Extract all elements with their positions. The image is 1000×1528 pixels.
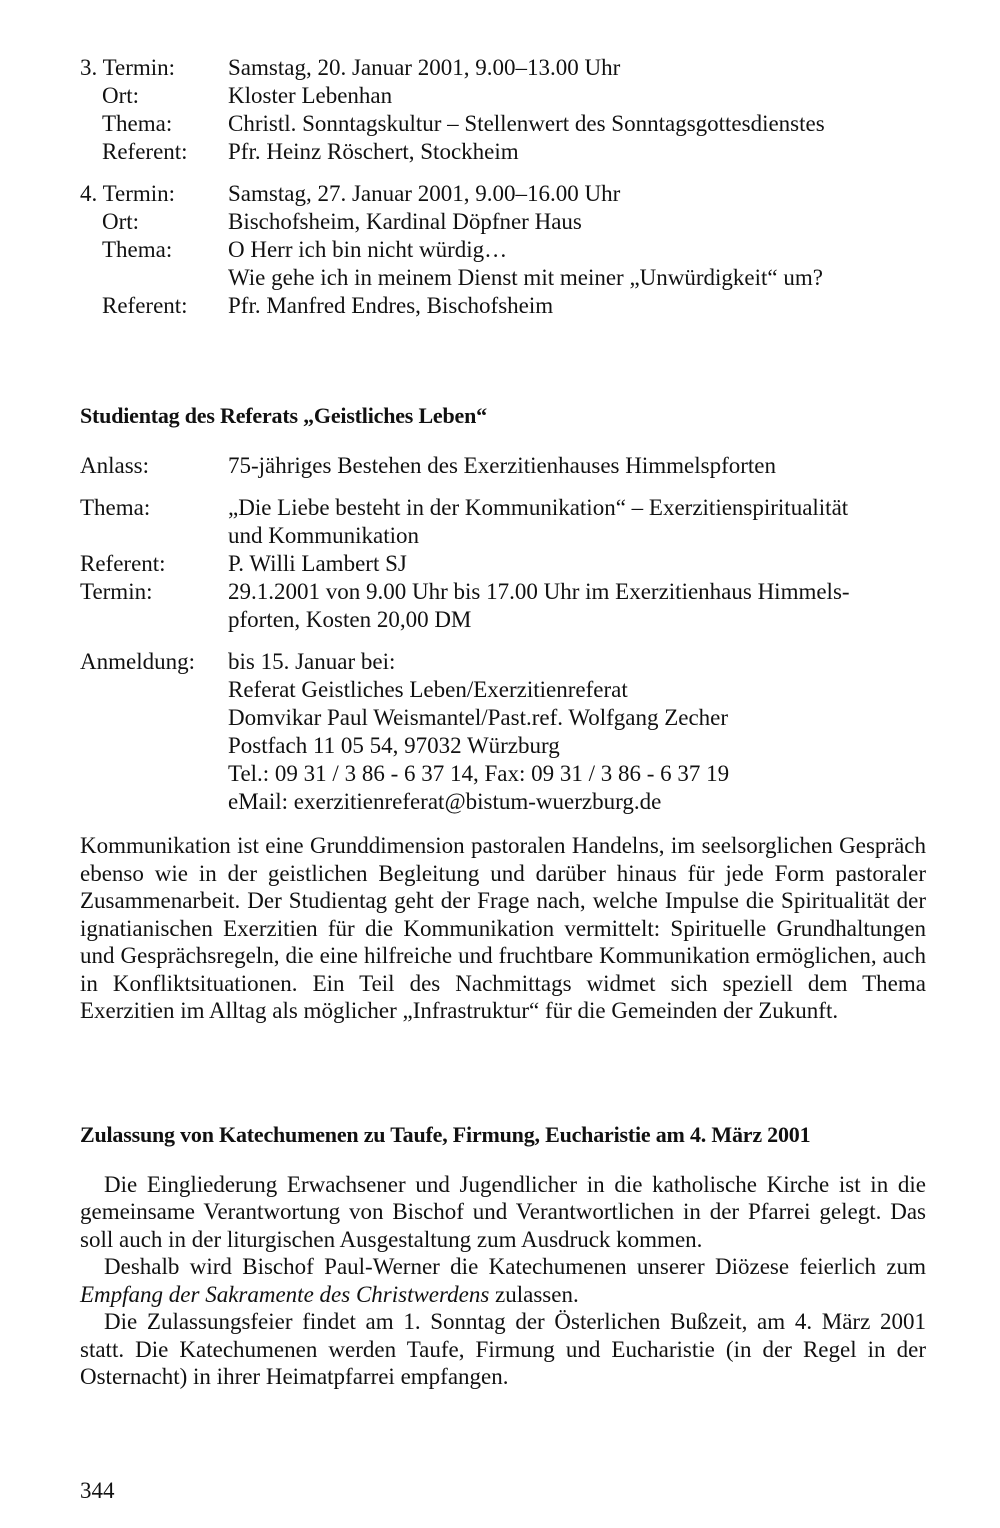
event-value: Christl. Sonntagskultur – Stellenwert des Sonntagsgottesdienstes — [228, 111, 825, 136]
event-label: Thema: — [102, 111, 173, 136]
event-value: O Herr ich bin nicht würdig… — [228, 237, 508, 262]
studientag-termin-row-2 — [80, 606, 926, 634]
emphasis: Empfang der Sakramente des Christwerdens — [80, 1281, 490, 1307]
event-label: 3. Termin: — [80, 55, 176, 80]
event-value: Samstag, 27. Januar 2001, 9.00–16.00 Uhr — [228, 181, 621, 206]
field-value: pforten, Kosten 20,00 DM — [228, 607, 472, 632]
event-value: Wie gehe ich in meinem Dienst mit meiner „Unwürdigkeit“ um? — [228, 265, 823, 290]
anmeldung-lines — [228, 648, 729, 816]
field-value: und Kommunikation — [228, 523, 420, 548]
event-3-thema-row — [80, 110, 926, 138]
anmeldung-line: bis 15. Januar bei: — [228, 649, 396, 674]
spacer — [80, 1025, 926, 1121]
anmeldung-line: Tel.: 09 31 / 3 86 - 6 37 14, Fax: 09 31 / 3 86 - 6 37 19 — [228, 761, 730, 786]
event-label: 4. Termin: — [80, 181, 176, 206]
event-value: Bischofsheim, Kardinal Döpfner Haus — [228, 209, 582, 234]
event-label: Ort: — [102, 209, 140, 234]
event-value: Samstag, 20. Januar 2001, 9.00–13.00 Uhr — [228, 55, 621, 80]
anmeldung-line: Referat Geistliches Leben/Exerzitienreferat — [228, 677, 628, 702]
event-label: Referent: — [102, 293, 188, 318]
event-4-thema-row-2 — [80, 264, 926, 292]
event-3-ort-row — [80, 82, 926, 110]
zulassung-paragraph-3: Die Zulassungsfeier findet am 1. Sonntag der Österlichen Bußzeit, am 4. März 2001 statt. Die Katechumenen werden Taufe, Firmung und Eucharistie (in der Regel in der Osternacht) in ihrer Heimatpfarrei empfangen. — [80, 1309, 926, 1389]
event-label: Referent: — [102, 139, 188, 164]
event-label: Ort: — [102, 83, 140, 108]
text: Deshalb wird Bischof Paul-Werner die Katechumenen unserer Diözese feierlich zum — [104, 1254, 926, 1279]
section-heading-zulassung: Zulassung von Katechumenen zu Taufe, Firmung, Eucharistie am 4. März 2001 — [80, 1121, 811, 1147]
event-value: Pfr. Manfred Endres, Bischofsheim — [228, 293, 554, 318]
studientag-anlass-row — [80, 452, 926, 480]
field-label: Termin: — [80, 579, 153, 604]
anmeldung-line: Postfach 11 05 54, 97032 Würzburg — [228, 733, 560, 758]
field-value: P. Willi Lambert SJ — [228, 551, 407, 576]
spacer — [80, 606, 228, 634]
anmeldung-line: eMail: exerzitienreferat@bistum-wuerzburg.de — [228, 789, 662, 814]
event-label: Thema: — [102, 237, 173, 262]
spacer — [80, 522, 228, 550]
zulassung-paragraph-1: Die Eingliederung Erwachsener und Jugendlicher in die katholische Kirche ist in die gemeinsame Verantwortung von Bischof und Verantwortlichen in der Pfarrei gelegt. Das soll auch in der liturgischen Ausgestaltung zum Ausdruck kommen. — [80, 1171, 926, 1252]
studientag-body: Kommunikation ist eine Grunddimension pastoralen Handelns, im seelsorglichen Gespräch ebenso wie in der geistlichen Begleitung und darüber hinaus für jede Form pastoraler Zusammenarbeit. Der Studientag geht der Frage nach, welche Impulse die Spiritualität der ignatianischen Exerzitien für die Kommunikation vermittelt: Spirituelle Grundhaltungen und Gesprächsregeln, die eine hilfreiche und fruchtbare Kommunikation ermöglichen, auch in Konfliktsituationen. Ein Teil des Nachmittags widmet sich speziell dem Thema Exerzitien im Alltag als möglicher „Infrastruktur“ für die Gemeinden der Zukunft. — [80, 833, 926, 1023]
studientag-thema-row-2 — [80, 522, 926, 550]
field-value: „Die Liebe besteht in der Kommunikation“ – Exerzitienspiritualität — [228, 495, 849, 520]
spacer — [80, 634, 926, 648]
event-4-thema-row — [80, 236, 926, 264]
field-label: Anlass: — [80, 453, 149, 478]
spacer — [80, 1149, 926, 1171]
spacer — [80, 816, 926, 832]
field-label: Referent: — [80, 551, 166, 576]
event-value: Pfr. Heinz Röschert, Stockheim — [228, 139, 519, 164]
studientag-referent-row — [80, 550, 926, 578]
event-4-ort-row — [80, 208, 926, 236]
anmeldung-line: Domvikar Paul Weismantel/Past.ref. Wolfgang Zecher — [228, 705, 729, 730]
studientag-anmeldung-row — [80, 648, 926, 816]
event-3 — [80, 54, 926, 166]
field-value: 29.1.2001 von 9.00 Uhr bis 17.00 Uhr im Exerzitienhaus Himmels- — [228, 579, 850, 604]
field-value: 75-jähriges Bestehen des Exerzitienhauses Himmelspforten — [228, 453, 777, 478]
spacer — [80, 264, 228, 292]
event-value: Kloster Lebenhan — [228, 83, 393, 108]
zulassung-paragraph-2 — [80, 1253, 926, 1308]
page-content — [80, 54, 926, 1391]
event-3-termin-row — [80, 54, 926, 82]
page-number: 344 — [80, 1478, 115, 1503]
studientag-thema-row — [80, 494, 926, 522]
section-heading-studientag: Studientag des Referats „Geistliches Leben“ — [80, 403, 487, 428]
event-4-termin-row — [80, 180, 926, 208]
event-4 — [80, 180, 926, 320]
event-4-referent-row — [80, 292, 926, 320]
spacer — [80, 430, 926, 452]
spacer — [80, 334, 926, 402]
studientag-termin-row — [80, 578, 926, 606]
spacer — [80, 480, 926, 494]
field-label: Anmeldung: — [80, 649, 195, 674]
field-label: Thema: — [80, 495, 151, 520]
text: zulassen. — [489, 1281, 579, 1307]
event-3-referent-row — [80, 138, 926, 166]
